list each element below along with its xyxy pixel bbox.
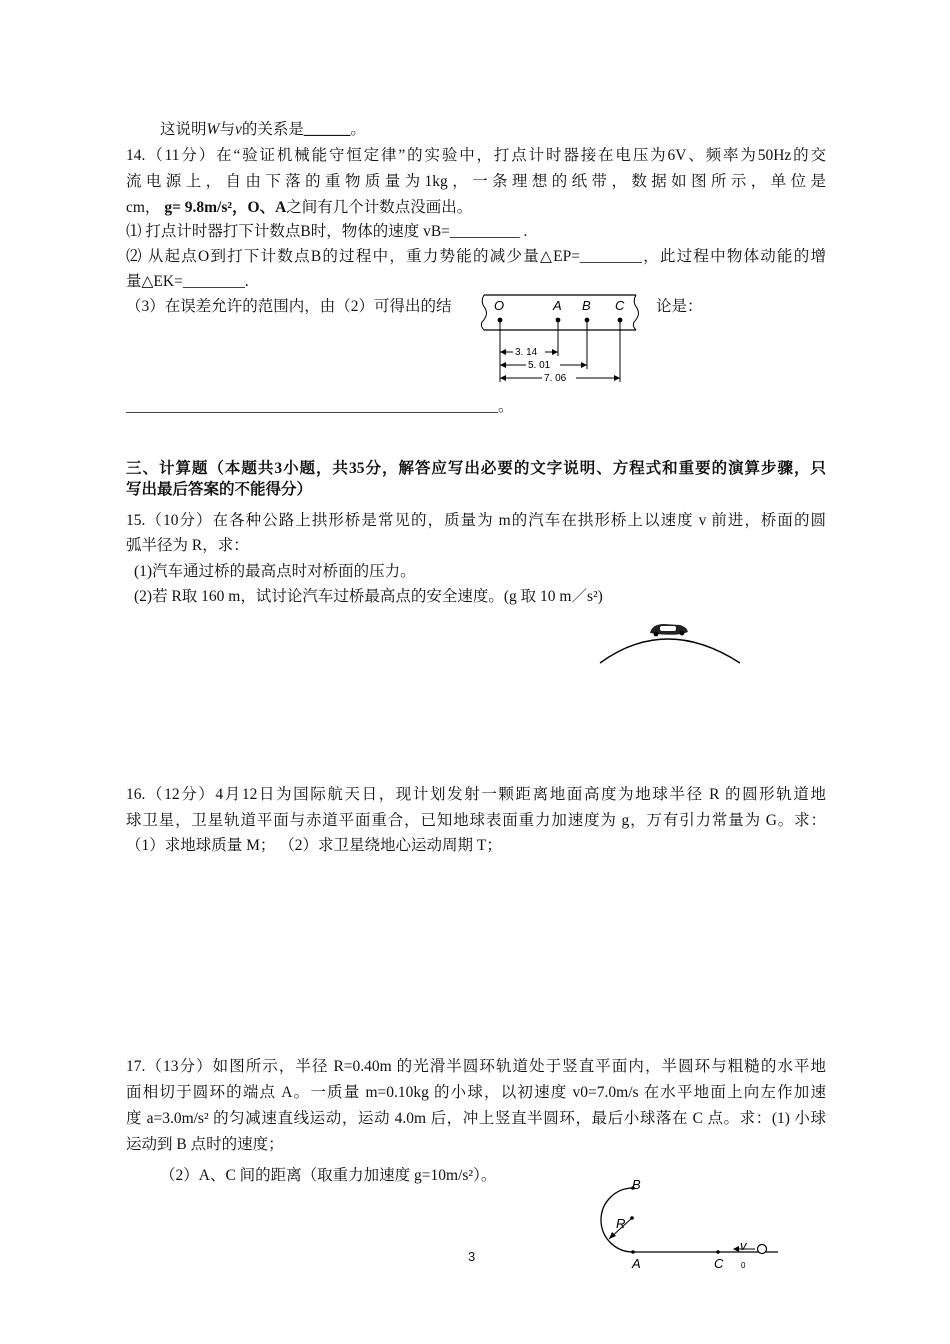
q17-line1: 17.（13分）如图所示，半径 R=0.40m 的光滑半圆环轨道处于竖直平面内，半圆环与粗糙的水平地 [126, 1058, 826, 1075]
point-label-o: O [494, 298, 505, 313]
arch-bridge-figure [594, 615, 744, 667]
q15-part1: (1)汽车通过桥的最高点时对桥面的压力。 [134, 563, 416, 580]
q15-part2: (2)若 R取 160 m，试讨论汽车过桥最高点的安全速度。(g 取 10 m／s²) [134, 588, 603, 605]
tape-right-tear [633, 295, 638, 330]
q14-part3-left: （3）在误差允许的范围内，由（2）可得出的结 [126, 298, 452, 315]
semicircle-track-figure [592, 1176, 782, 1272]
dim-oa: 3. 14 [515, 347, 538, 358]
section3-heading-line1: 三、计算题（本题共3小题，共35分，解答应写出必要的文字说明、方程式和重要的演算步骤，只 [126, 460, 826, 477]
q14-line3: cm， g= 9.8m/s²，O、A之间有几个计数点没画出。 [126, 199, 473, 216]
q16-line3: （1）求地球质量 M； （2）求卫星绕地心运动周期 T； [126, 837, 502, 854]
dim-ob: 5. 01 [528, 360, 551, 371]
point-label-c: C [615, 298, 625, 313]
q17-line5: （2）A、C 间的距离（取重力加速度 g=10m/s²）。 [160, 1167, 497, 1184]
q16-line2: 球卫星，卫星轨道平面与赤道平面重合，已知地球表面重力加速度为 g，万有引力常量为 G。求： [126, 812, 826, 829]
tape-left-tear [481, 295, 486, 330]
label-r: R [616, 1216, 626, 1231]
page-number: 3 [468, 1249, 476, 1264]
q16-line1: 16.（12分）4月12日为国际航天日，现计划发射一颗距离地面高度为地球半径 R 的圆形轨道地 [126, 786, 826, 803]
q17-line4: 运动到 B 点时的速度； [126, 1136, 284, 1153]
ball [758, 1245, 767, 1254]
q14-line2: 流电源上，自由下落的重物质量为1kg，一条理想的纸带，数据如图所示，单位是 [126, 173, 826, 190]
q15-line1: 15.（10分）在各种公路上拱形桥是常见的，质量为 m的汽车在拱形桥上以速度 v 前进，桥面的圆 [126, 512, 826, 529]
q14-part1: ⑴ 打点计时器打下计数点B时，物体的速度 vB=_________ . [126, 223, 528, 240]
point-label-b: B [582, 298, 591, 313]
q14-part3-blank: ________________________________________________。 [126, 398, 514, 415]
label-v: v [740, 1238, 747, 1253]
q15-line2: 弧半径为 R，求： [126, 537, 249, 554]
q13-conclusion: 这说明W与v的关系是______。 [160, 121, 366, 138]
velocity-arrow-head [733, 1246, 739, 1252]
q17-line3: 度 a=3.0m/s² 的匀减速直线运动，运动 4.0m 后，冲上竖直半圆环，最后小球落在 C 点。求：(1) 小球 [126, 1110, 826, 1127]
dim-oc: 7. 06 [544, 373, 567, 384]
label-c: C [714, 1256, 724, 1271]
label-a: A [632, 1256, 641, 1271]
point-a-dot [631, 1250, 635, 1254]
point-label-a: A [553, 298, 562, 313]
q14-part3-right: 论是： [656, 298, 703, 315]
section3-heading-line2: 写出最后答案的不能得分） [126, 481, 313, 498]
car-icon [650, 624, 688, 636]
q17-line2: 面相切于圆环的端点 A。一质量 m=0.10kg 的小球，以初速度 v0=7.0m/s 在水平地面上向左作加速 [126, 1084, 826, 1101]
q14-part2b: 量△EK=________. [126, 273, 249, 290]
label-b: B [632, 1177, 641, 1192]
q14-line1: 14.（11分）在“验证机械能守恒定律”的实验中，打点计时器接在电压为6V、频率为50Hz的交 [126, 147, 826, 164]
paper-tape-figure [478, 290, 648, 390]
bridge-arc [600, 639, 740, 663]
q14-part2a: ⑵ 从起点O到打下计数点B的过程中，重力势能的减少量△EP=________，此过程中物体动能的增 [126, 248, 826, 265]
label-sub0: 0 [741, 1261, 746, 1270]
point-c-dot [716, 1250, 720, 1254]
center-dot [630, 1216, 634, 1220]
